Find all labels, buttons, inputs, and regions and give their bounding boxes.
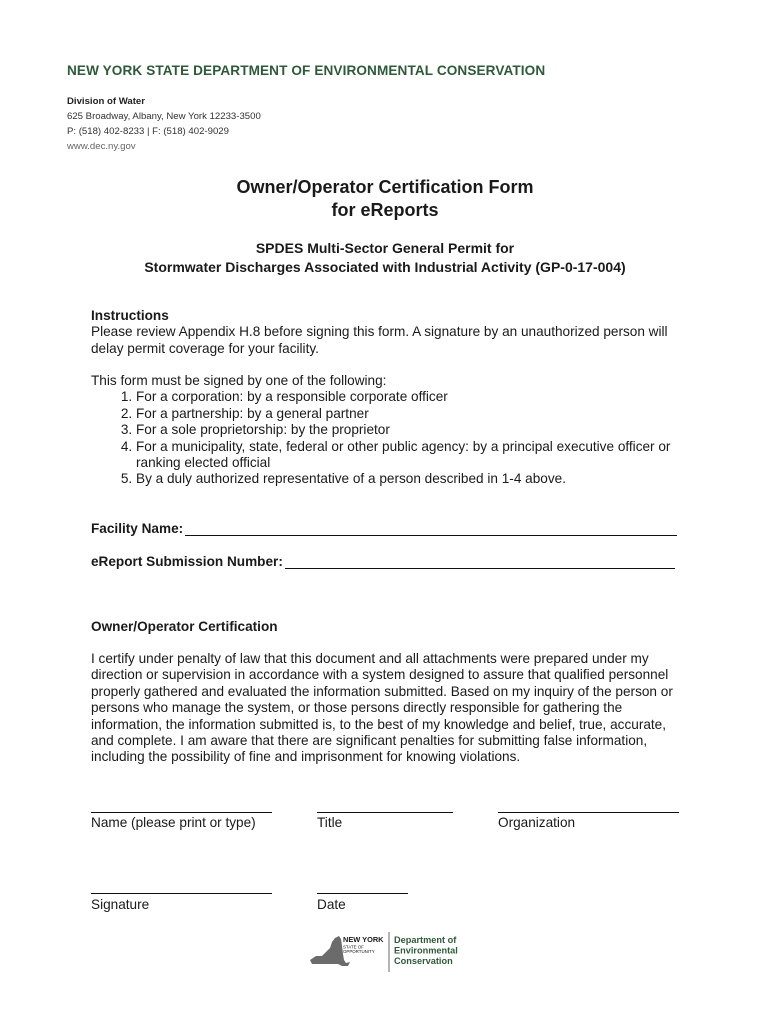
signer-list-section [91,373,691,488]
facility-name-field [91,521,677,536]
form-subtitle-line1: SPDES Multi-Sector General Permit for [255,240,515,256]
facility-name-input-line[interactable] [185,522,677,536]
phone-fax: P: (518) 402-8233 | F: (518) 402-9029 [67,126,229,137]
certification-heading [91,619,691,635]
signer-list [91,389,691,487]
dec-line1: Department of [394,935,457,945]
ny-logo-line3: OPPORTUNITY [343,949,375,954]
list-item: 2. For a partnership: by a general partner [136,406,691,422]
date-label: Date [317,897,346,912]
agency-address-block [67,94,261,154]
dec-line3: Conservation [394,956,453,966]
signature-line[interactable] [91,893,272,894]
instructions-section [91,308,691,357]
dec-line2: Environmental [394,945,458,956]
date-line[interactable] [317,893,408,894]
division-name: Division of Water [67,96,146,107]
street-address: 625 Broadway, Albany, New York 12233-3500 [67,111,261,122]
name-signature-line[interactable] [91,812,272,813]
ny-logo-line1: NEW YORK [343,935,384,944]
list-item: 3. For a sole proprietorship: by the proprietor [136,422,691,438]
dec-footer-logo [308,930,478,974]
instructions-heading: Instructions [91,308,169,323]
signer-list-intro: This form must be signed by one of the following: [91,373,387,388]
instructions-text: Please review Appendix H.8 before signing this form. A signature by an unauthorized person will delay permit coverage for your facility. [91,324,668,356]
submission-number-label: eReport Submission Number: [91,554,283,569]
ny-logo-line2: STATE OF [343,944,364,950]
organization-signature-line[interactable] [498,812,679,813]
list-item: 4. For a municipality, state, federal or other public agency: by a principal executive officer or ranking elected official [136,439,691,472]
submission-number-input-line[interactable] [285,555,675,569]
certification-text: I certify under penalty of law that this document and all attachments were prepared under my direction or supervision in accordance with a system designed to assure that qualified personnel properly gathered and evaluated the information submitted. Based on my inquiry of the person or persons who manage the system, or those persons directly responsible for gathering the information, the information submitted is, to the best of my knowledge and belief, true, accurate, and complete. I am aware that there are significant penalties for submitting false information, including the possibility of fine and imprisonment for knowing violations. [91,651,673,765]
list-item: 5. By a duly authorized representative of a person described in 1-4 above. [136,471,691,487]
agency-name: NEW YORK STATE DEPARTMENT OF ENVIRONMENTAL CONSERVATION [67,63,546,78]
organization-label: Organization [498,815,576,830]
title-label: Title [317,815,343,830]
website-link[interactable]: www.dec.ny.gov [67,141,136,152]
submission-number-field [91,554,675,569]
certification-heading-text: Owner/Operator Certification [91,619,278,634]
form-title-line2: for eReports [331,200,439,220]
facility-name-label: Facility Name: [91,521,184,536]
form-title [0,176,770,222]
list-item: 1. For a corporation: by a responsible corporate officer [136,389,691,405]
form-title-line1: Owner/Operator Certification Form [236,177,534,197]
signature-label: Signature [91,897,150,912]
form-subtitle-line2: Stormwater Discharges Associated with Industrial Activity (GP-0-17-004) [144,259,626,275]
form-subtitle [0,239,770,277]
name-label: Name (please print or type) [91,815,256,830]
title-signature-line[interactable] [317,812,453,813]
